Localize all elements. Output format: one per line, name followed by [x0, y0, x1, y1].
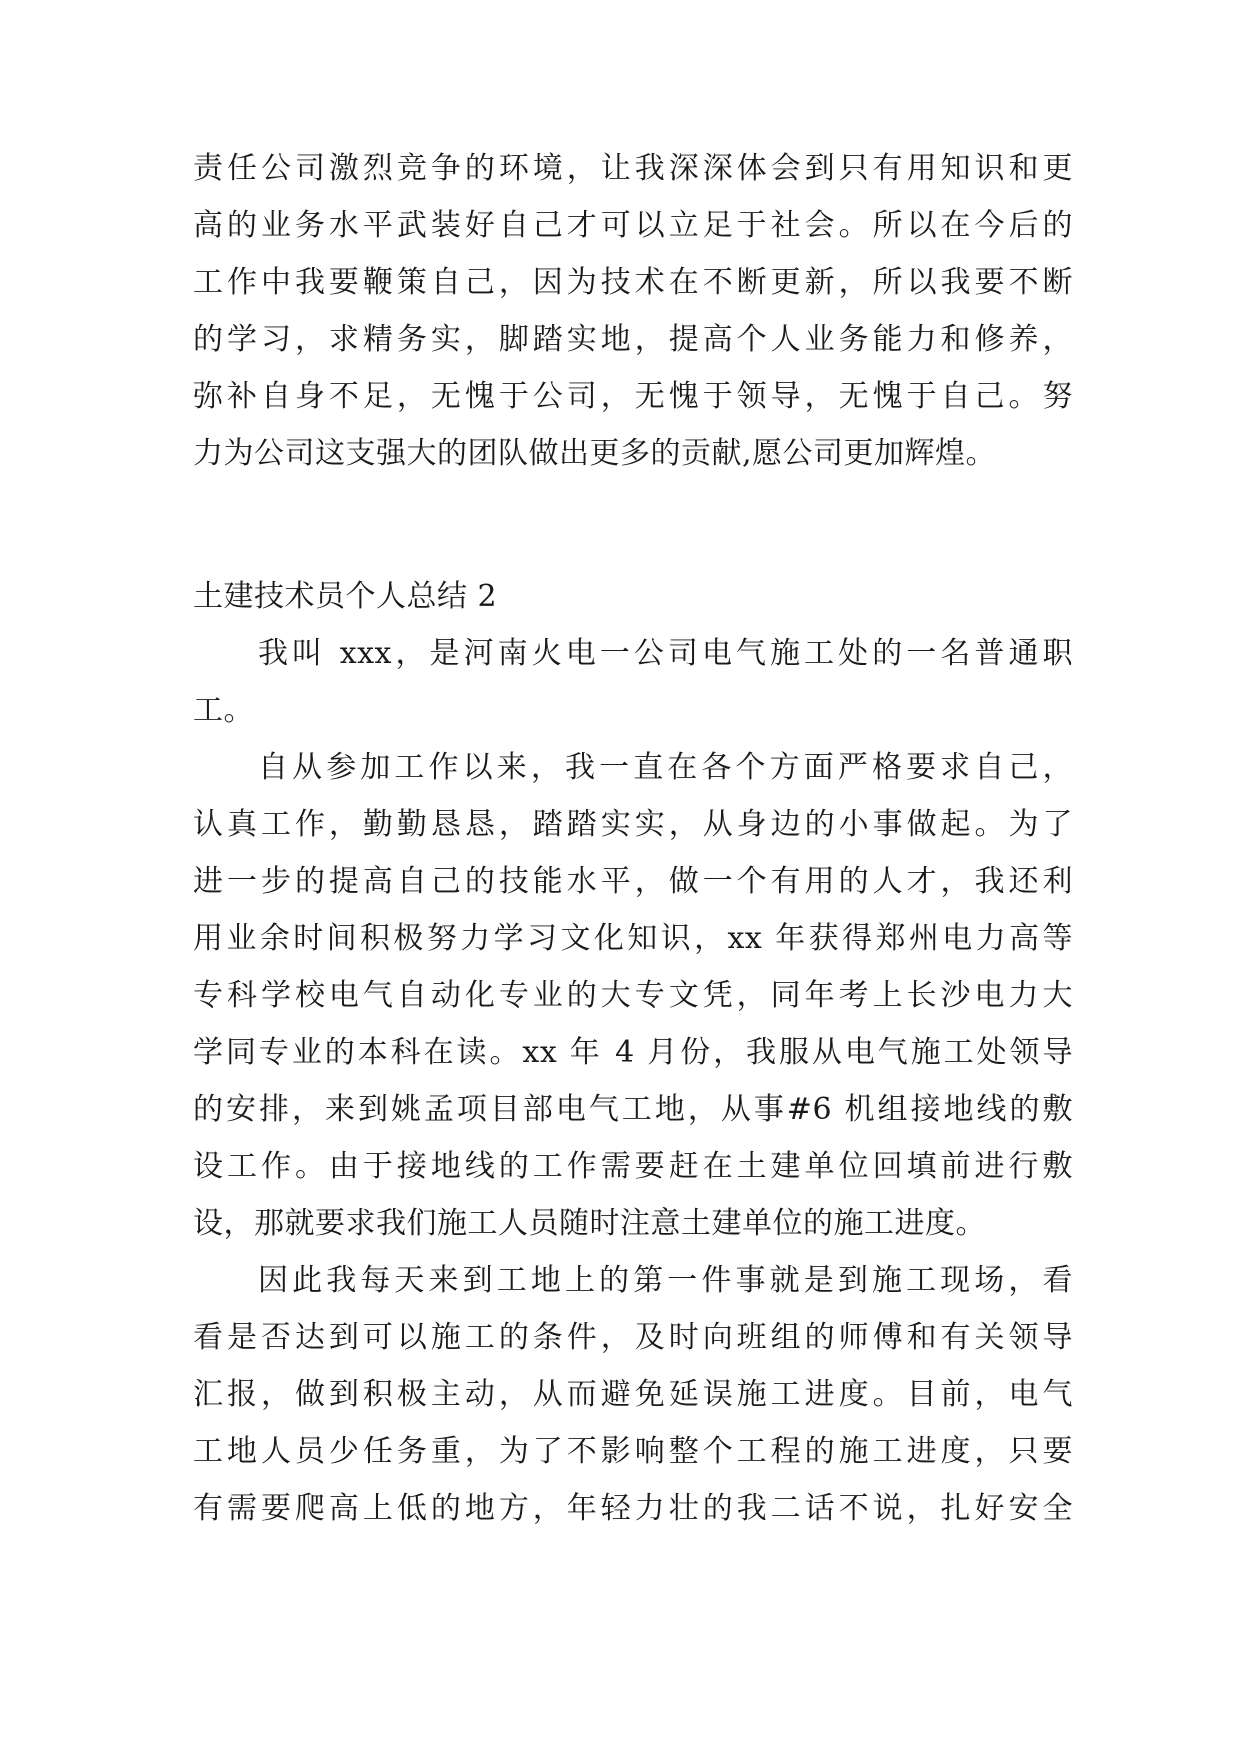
text-line: 看是否达到可以施工的条件，及时向班组的师傅和有关领导	[193, 1320, 1073, 1355]
text-line: 力为公司这支强大的团队做出更多的贡献,愿公司更加辉煌。	[193, 436, 997, 471]
text-line: 学同专业的本科在读。xx 年 4 月份，我服从电气施工处领导	[193, 1035, 1073, 1070]
text-line: 的学习，求精务实，脚踏实地，提高个人业务能力和修养，	[193, 322, 1073, 357]
text-line: 我叫 xxx，是河南火电一公司电气施工处的一名普通职	[258, 636, 1073, 671]
text-line: 工地人员少任务重，为了不影响整个工程的施工进度，只要	[193, 1434, 1073, 1469]
text-line: 专科学校电气自动化专业的大专文凭，同年考上长沙电力大	[193, 978, 1073, 1013]
text-line: 设工作。由于接地线的工作需要赶在土建单位回填前进行敷	[193, 1149, 1073, 1184]
text-line: 设，那就要求我们施工人员随时注意土建单位的施工进度。	[193, 1206, 986, 1241]
text-line: 用业余时间积极努力学习文化知识，xx 年获得郑州电力高等	[193, 921, 1073, 956]
text-line: 工作中我要鞭策自己，因为技术在不断更新，所以我要不断	[193, 265, 1073, 300]
text-line: 因此我每天来到工地上的第一件事就是到施工现场，看	[258, 1263, 1073, 1298]
text-line: 高的业务水平武装好自己才可以立足于社会。所以在今后的	[193, 208, 1073, 243]
section-heading: 土建技术员个人总结 2	[193, 579, 498, 614]
text-line: 进一步的提高自己的技能水平，做一个有用的人才，我还利	[193, 864, 1073, 899]
text-line: 自从参加工作以来，我一直在各个方面严格要求自己，	[258, 750, 1073, 785]
text-line: 汇报，做到积极主动，从而避免延误施工进度。目前，电气	[193, 1377, 1073, 1412]
text-line: 工。	[193, 693, 254, 728]
text-line: 弥补自身不足，无愧于公司，无愧于领导，无愧于自己。努	[193, 379, 1073, 414]
text-line: 认真工作，勤勤恳恳，踏踏实实，从身边的小事做起。为了	[193, 807, 1073, 842]
text-line: 的安排，来到姚孟项目部电气工地，从事#6 机组接地线的敷	[193, 1092, 1073, 1127]
text-line: 有需要爬高上低的地方，年轻力壮的我二话不说，扎好安全	[193, 1491, 1073, 1526]
text-line: 责任公司激烈竞争的环境，让我深深体会到只有用知识和更	[193, 151, 1073, 186]
